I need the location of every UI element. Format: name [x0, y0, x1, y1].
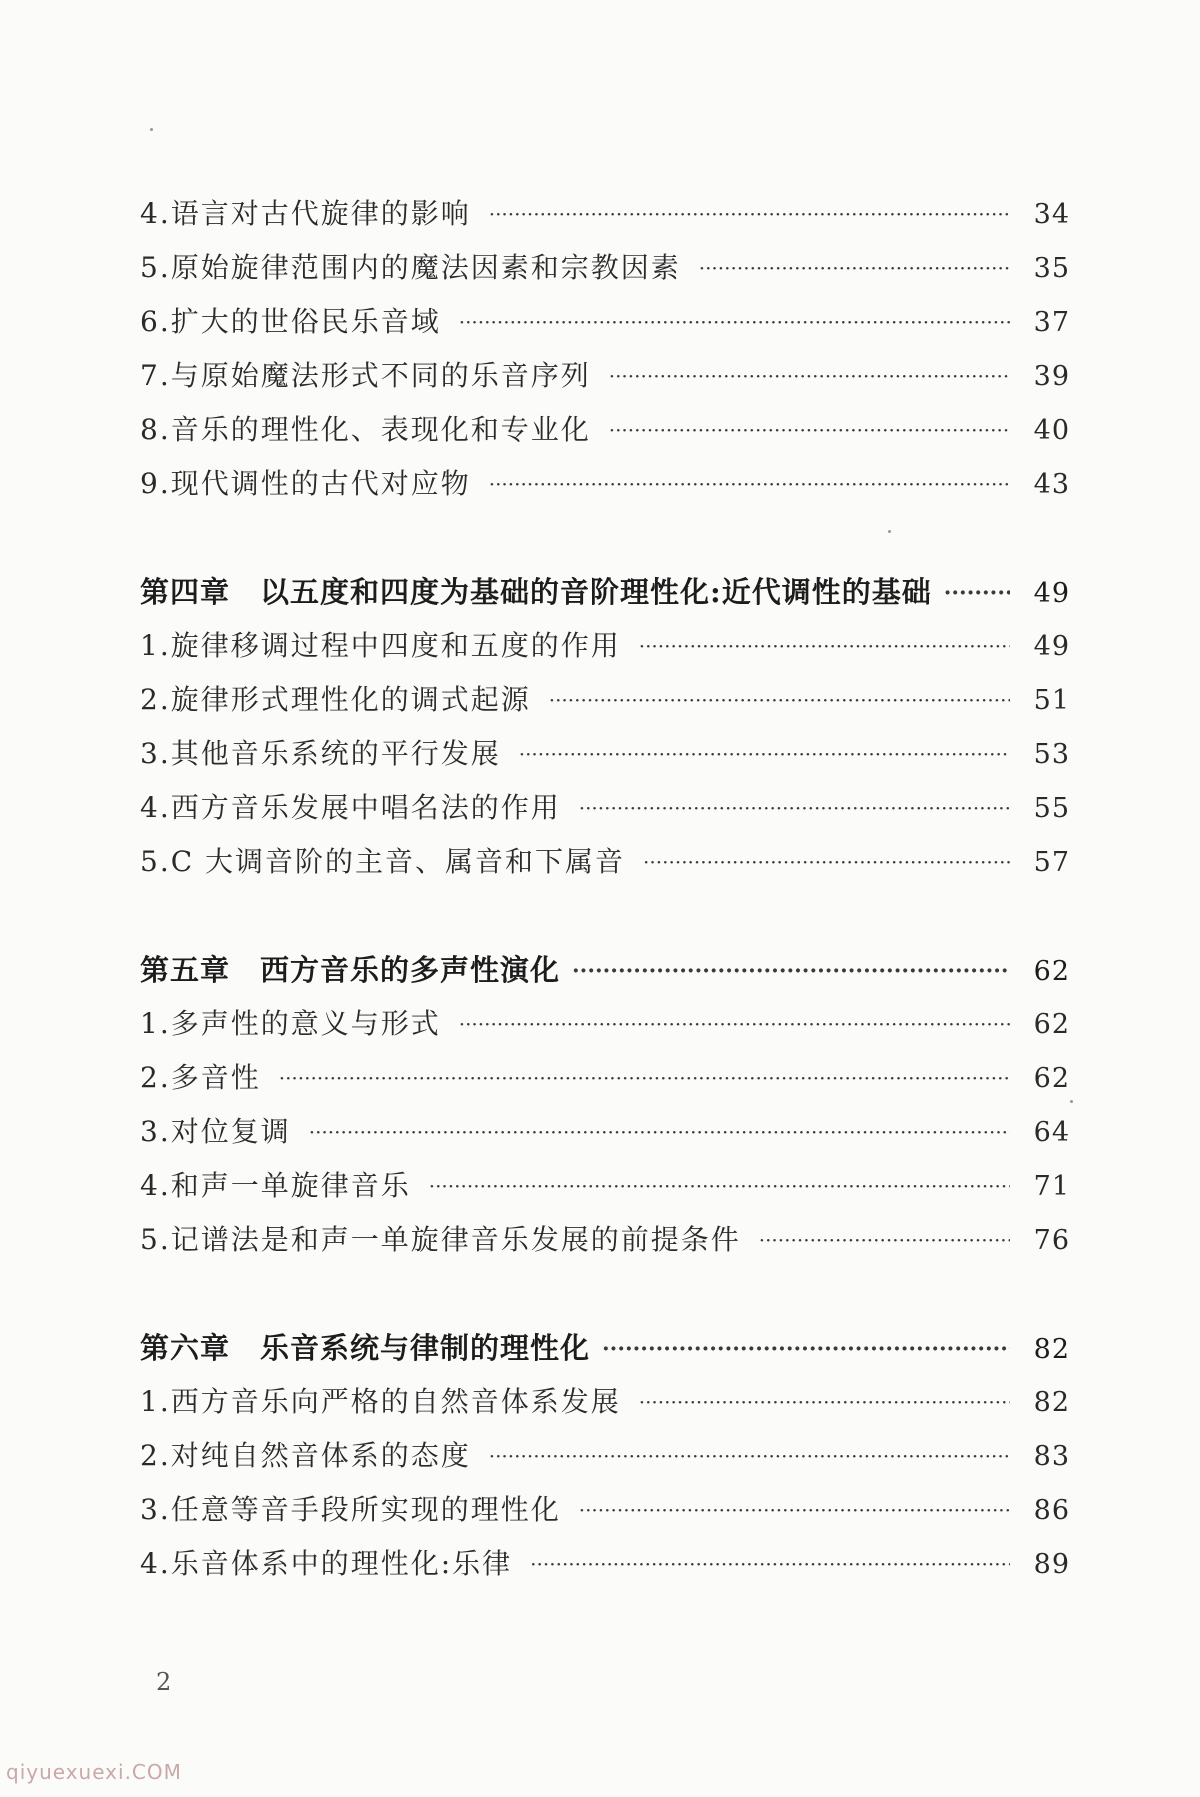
dot-leader	[530, 1552, 1010, 1576]
toc-entry[interactable]	[140, 1164, 1070, 1218]
dot-leader	[572, 958, 1010, 984]
toc-entry-page: 86	[1033, 1495, 1070, 1526]
dot-leader	[579, 1498, 1010, 1522]
toc-entry-title: 3.其他音乐系统的平行发展	[140, 737, 501, 770]
toc-entry-page: 37	[1033, 307, 1070, 338]
dot-leader	[639, 634, 1010, 658]
toc-entry-title: 2.对纯自然音体系的态度	[140, 1439, 471, 1472]
scan-speck	[888, 530, 891, 533]
toc-entry[interactable]	[140, 354, 1070, 408]
dot-leader	[489, 202, 1010, 226]
toc-entry-page: 49	[1033, 631, 1070, 662]
toc-entry-page: 34	[1033, 199, 1070, 230]
toc-entry[interactable]	[140, 300, 1070, 354]
chapter-page: 49	[1033, 578, 1070, 609]
toc-entry-title: 5.原始旋律范围内的魔法因素和宗教因素	[140, 251, 681, 284]
toc-entry-page: 62	[1033, 1063, 1070, 1094]
dot-leader	[489, 1444, 1010, 1468]
dot-leader	[699, 256, 1010, 280]
dot-leader	[579, 796, 1010, 820]
toc-entry-page: 43	[1033, 469, 1070, 500]
page-number: 2	[156, 1668, 172, 1696]
toc-entry-title: 8.音乐的理性化、表现化和专业化	[140, 413, 591, 446]
toc-entry-page: 57	[1033, 847, 1070, 878]
toc-entry-title: 3.对位复调	[140, 1115, 291, 1148]
toc-entry[interactable]	[140, 408, 1070, 462]
chapter-page: 82	[1033, 1334, 1070, 1365]
dot-leader	[609, 364, 1010, 388]
toc-entry[interactable]	[140, 246, 1070, 300]
toc-entry-title: 6.扩大的世俗民乐音域	[140, 305, 441, 338]
toc-entry-page: 53	[1033, 739, 1070, 770]
toc-entry-page: 76	[1033, 1225, 1070, 1256]
toc-entry-title: 2.旋律形式理性化的调式起源	[140, 683, 531, 716]
toc-entry-page: 64	[1033, 1117, 1070, 1148]
chapter-page: 62	[1033, 956, 1070, 987]
toc-entry-title: 4.乐音体系中的理性化:乐律	[140, 1547, 513, 1580]
site-watermark: qiyuexuexi.COM	[6, 1760, 182, 1784]
toc-entry-title: 7.与原始魔法形式不同的乐音序列	[140, 359, 591, 392]
toc-entry[interactable]	[140, 624, 1070, 678]
toc-entry-title: 1.旋律移调过程中四度和五度的作用	[140, 629, 621, 662]
dot-leader	[429, 1174, 1010, 1198]
toc-entry[interactable]	[140, 840, 1070, 894]
dot-leader	[944, 580, 1010, 606]
toc-entry[interactable]	[140, 1056, 1070, 1110]
toc-entry-title: 4.和声一单旋律音乐	[140, 1169, 411, 1202]
toc-entry[interactable]	[140, 192, 1070, 246]
section-gap	[140, 1272, 1070, 1326]
toc-entry-title: 2.多音性	[140, 1061, 261, 1094]
toc-entry-title: 9.现代调性的古代对应物	[140, 467, 471, 500]
chapter-title: 第六章 乐音系统与律制的理性化	[140, 1331, 591, 1365]
toc-entry-page: 39	[1033, 361, 1070, 392]
toc-entry-page: 82	[1033, 1387, 1070, 1418]
toc-entry[interactable]	[140, 732, 1070, 786]
dot-leader	[489, 472, 1010, 496]
section-gap	[140, 894, 1070, 948]
toc-entry-title: 1.多声性的意义与形式	[140, 1007, 441, 1040]
toc-entry[interactable]	[140, 1542, 1070, 1596]
scan-speck	[1070, 1100, 1073, 1103]
dot-leader	[609, 418, 1010, 442]
toc-entry-title: 1.西方音乐向严格的自然音体系发展	[140, 1385, 621, 1418]
toc-entry-title: 4.西方音乐发展中唱名法的作用	[140, 791, 561, 824]
toc-entry-page: 89	[1033, 1549, 1070, 1580]
toc-entry-title: 5.记谱法是和声一单旋律音乐发展的前提条件	[140, 1223, 741, 1256]
dot-leader	[459, 1012, 1010, 1036]
dot-leader	[519, 742, 1010, 766]
toc-entry[interactable]	[140, 1488, 1070, 1542]
toc-entry[interactable]	[140, 786, 1070, 840]
toc-entry-page: 71	[1033, 1171, 1070, 1202]
toc-entry-page: 83	[1033, 1441, 1070, 1472]
dot-leader	[279, 1066, 1010, 1090]
dot-leader	[759, 1228, 1010, 1252]
dot-leader	[639, 1390, 1010, 1414]
toc-entry-page: 40	[1033, 415, 1070, 446]
dot-leader	[549, 688, 1010, 712]
toc-chapter-4[interactable]	[140, 570, 1070, 624]
chapter-title: 第五章 西方音乐的多声性演化	[140, 953, 561, 987]
toc-entry-page: 35	[1033, 253, 1070, 284]
toc-entry[interactable]	[140, 678, 1070, 732]
toc-chapter-5[interactable]	[140, 948, 1070, 1002]
toc-entry[interactable]	[140, 1218, 1070, 1272]
toc-entry[interactable]	[140, 1434, 1070, 1488]
dot-leader	[643, 850, 1010, 874]
toc-entry[interactable]	[140, 462, 1070, 516]
scan-speck	[150, 128, 153, 131]
toc-entry[interactable]	[140, 1380, 1070, 1434]
table-of-contents	[140, 192, 1070, 1596]
toc-entry[interactable]	[140, 1110, 1070, 1164]
dot-leader	[602, 1336, 1010, 1362]
toc-entry-title: 5.C 大调音阶的主音、属音和下属音	[140, 845, 626, 878]
toc-entry-page: 55	[1033, 793, 1070, 824]
dot-leader	[459, 310, 1010, 334]
toc-chapter-6[interactable]	[140, 1326, 1070, 1380]
toc-entry[interactable]	[140, 1002, 1070, 1056]
dot-leader	[309, 1120, 1010, 1144]
section-gap	[140, 516, 1070, 570]
chapter-title: 第四章 以五度和四度为基础的音阶理性化:近代调性的基础	[140, 575, 932, 609]
toc-entry-page: 62	[1033, 1009, 1070, 1040]
toc-entry-title: 4.语言对古代旋律的影响	[140, 197, 471, 230]
toc-entry-title: 3.任意等音手段所实现的理性化	[140, 1493, 561, 1526]
toc-entry-page: 51	[1033, 685, 1070, 716]
